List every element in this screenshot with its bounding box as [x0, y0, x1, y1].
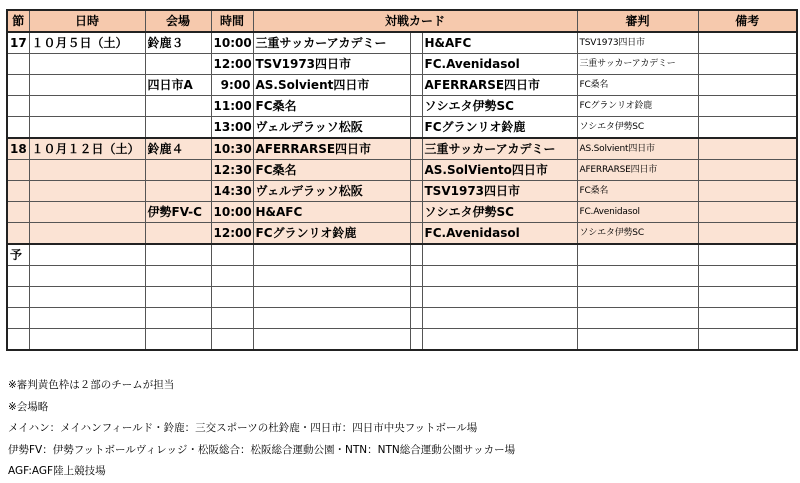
card-divider-cell	[410, 117, 422, 139]
date-cell	[29, 202, 145, 223]
header-date: 日時	[29, 10, 145, 32]
referee-cell: AS.Solvient四日市	[577, 138, 698, 160]
note-referee: ※審判黄色枠は２部のチームが担当	[8, 379, 175, 391]
time-cell: 12:00	[211, 223, 253, 245]
venue-cell	[145, 54, 211, 75]
home-team-cell: 三重サッカーアカデミー	[253, 32, 410, 54]
venue-cell	[145, 160, 211, 181]
notes-cell	[698, 138, 797, 160]
date-cell	[29, 266, 145, 287]
setsu-cell	[7, 160, 29, 181]
venue-cell: 伊勢FV-C	[145, 202, 211, 223]
table-row	[7, 181, 797, 202]
date-cell	[29, 96, 145, 117]
card-divider-cell	[410, 160, 422, 181]
date-cell	[29, 329, 145, 351]
setsu-cell	[7, 96, 29, 117]
time-cell: 13:00	[211, 117, 253, 139]
card-divider-cell	[410, 75, 422, 96]
card-divider-cell	[410, 329, 422, 351]
header-row	[7, 10, 797, 32]
time-cell: 12:30	[211, 160, 253, 181]
time-cell: 9:00	[211, 75, 253, 96]
home-team-cell: FC桑名	[253, 96, 410, 117]
date-cell	[29, 308, 145, 329]
table-row	[7, 308, 797, 329]
card-divider-cell	[410, 32, 422, 54]
card-divider-cell	[410, 96, 422, 117]
header-venue: 会場	[145, 10, 211, 32]
away-team-cell: TSV1973四日市	[422, 181, 577, 202]
home-team-cell: H&AFC	[253, 202, 410, 223]
referee-cell: FC桑名	[577, 181, 698, 202]
notes-cell	[698, 329, 797, 351]
referee-cell: AFERRARSE四日市	[577, 160, 698, 181]
time-cell: 10:00	[211, 32, 253, 54]
table-row	[7, 287, 797, 308]
setsu-cell	[7, 75, 29, 96]
table-row	[7, 244, 797, 266]
notes-cell	[698, 32, 797, 54]
venue-cell	[145, 223, 211, 245]
away-team-cell: H&AFC	[422, 32, 577, 54]
header-referee: 審判	[577, 10, 698, 32]
time-cell	[211, 308, 253, 329]
card-divider-cell	[410, 223, 422, 245]
note-venues-3: AGF:AGF陸上競技場	[8, 465, 106, 477]
away-team-cell: ソシエタ伊勢SC	[422, 202, 577, 223]
home-team-cell	[253, 287, 410, 308]
away-team-cell: ソシエタ伊勢SC	[422, 96, 577, 117]
venue-cell	[145, 287, 211, 308]
time-cell	[211, 266, 253, 287]
notes-cell	[698, 181, 797, 202]
date-cell	[29, 75, 145, 96]
notes-cell	[698, 266, 797, 287]
card-divider-cell	[410, 181, 422, 202]
date-cell: １０月５日（土）	[29, 32, 145, 54]
time-cell: 10:30	[211, 138, 253, 160]
away-team-cell	[422, 329, 577, 351]
venue-cell: 鈴鹿４	[145, 138, 211, 160]
date-cell	[29, 287, 145, 308]
away-team-cell: FC.Avenidasol	[422, 223, 577, 245]
setsu-cell	[7, 54, 29, 75]
notes-cell	[698, 117, 797, 139]
header-card: 対戦カード	[253, 10, 577, 32]
table-row	[7, 75, 797, 96]
referee-cell: 三重サッカーアカデミー	[577, 54, 698, 75]
home-team-cell: ヴェルデラッソ松阪	[253, 117, 410, 139]
referee-cell: FCグランリオ鈴鹿	[577, 96, 698, 117]
table-row	[7, 160, 797, 181]
note-venues-1: メイハン：メイハンフィールド・鈴鹿：三交スポーツの杜鈴鹿・四日市：四日市中央フットボール場	[8, 422, 478, 434]
venue-cell	[145, 244, 211, 266]
table-row	[7, 138, 797, 160]
header-setsu: 節	[7, 10, 29, 32]
venue-cell	[145, 308, 211, 329]
setsu-cell	[7, 329, 29, 351]
venue-cell	[145, 329, 211, 351]
referee-cell	[577, 266, 698, 287]
notes-section	[8, 375, 515, 483]
table-row	[7, 266, 797, 287]
setsu-cell: 18	[7, 138, 29, 160]
date-cell	[29, 160, 145, 181]
notes-cell	[698, 287, 797, 308]
notes-cell	[698, 54, 797, 75]
card-divider-cell	[410, 287, 422, 308]
notes-cell	[698, 96, 797, 117]
table-row	[7, 202, 797, 223]
referee-cell	[577, 329, 698, 351]
time-cell: 10:00	[211, 202, 253, 223]
referee-cell	[577, 287, 698, 308]
time-cell: 14:30	[211, 181, 253, 202]
header-notes: 備考	[698, 10, 797, 32]
schedule-table	[6, 9, 798, 351]
away-team-cell	[422, 308, 577, 329]
time-cell: 11:00	[211, 96, 253, 117]
date-cell	[29, 223, 145, 245]
venue-cell	[145, 181, 211, 202]
table-row	[7, 32, 797, 54]
home-team-cell: TSV1973四日市	[253, 54, 410, 75]
away-team-cell: FC.Avenidasol	[422, 54, 577, 75]
venue-cell	[145, 96, 211, 117]
home-team-cell	[253, 308, 410, 329]
card-divider-cell	[410, 244, 422, 266]
notes-cell	[698, 223, 797, 245]
card-divider-cell	[410, 308, 422, 329]
card-divider-cell	[410, 266, 422, 287]
table-row	[7, 96, 797, 117]
notes-cell	[698, 244, 797, 266]
home-team-cell	[253, 329, 410, 351]
setsu-cell: 予	[7, 244, 29, 266]
table-row	[7, 54, 797, 75]
setsu-cell	[7, 266, 29, 287]
notes-cell	[698, 308, 797, 329]
venue-cell: 鈴鹿３	[145, 32, 211, 54]
referee-cell: ソシエタ伊勢SC	[577, 223, 698, 245]
time-cell: 12:00	[211, 54, 253, 75]
away-team-cell: AFERRARSE四日市	[422, 75, 577, 96]
home-team-cell: AFERRARSE四日市	[253, 138, 410, 160]
home-team-cell: ヴェルデラッソ松阪	[253, 181, 410, 202]
home-team-cell: FC桑名	[253, 160, 410, 181]
referee-cell	[577, 308, 698, 329]
home-team-cell: FCグランリオ鈴鹿	[253, 223, 410, 245]
setsu-cell	[7, 287, 29, 308]
card-divider-cell	[410, 54, 422, 75]
away-team-cell: 三重サッカーアカデミー	[422, 138, 577, 160]
away-team-cell	[422, 266, 577, 287]
venue-cell: 四日市A	[145, 75, 211, 96]
home-team-cell: AS.Solvient四日市	[253, 75, 410, 96]
time-cell	[211, 244, 253, 266]
time-cell	[211, 329, 253, 351]
time-cell	[211, 287, 253, 308]
table-row	[7, 223, 797, 245]
setsu-cell	[7, 181, 29, 202]
setsu-cell	[7, 202, 29, 223]
date-cell	[29, 117, 145, 139]
date-cell: １０月１２日（土）	[29, 138, 145, 160]
notes-cell	[698, 160, 797, 181]
referee-cell	[577, 244, 698, 266]
card-divider-cell	[410, 202, 422, 223]
away-team-cell	[422, 287, 577, 308]
away-team-cell: FCグランリオ鈴鹿	[422, 117, 577, 139]
setsu-cell: 17	[7, 32, 29, 54]
date-cell	[29, 244, 145, 266]
away-team-cell	[422, 244, 577, 266]
home-team-cell	[253, 244, 410, 266]
referee-cell: TSV1973四日市	[577, 32, 698, 54]
card-divider-cell	[410, 138, 422, 160]
referee-cell: FC.Avenidasol	[577, 202, 698, 223]
note-venue-abbr: ※会場略	[8, 400, 49, 413]
notes-cell	[698, 202, 797, 223]
date-cell	[29, 54, 145, 75]
setsu-cell	[7, 117, 29, 139]
referee-cell: FC桑名	[577, 75, 698, 96]
setsu-cell	[7, 223, 29, 245]
table-row	[7, 117, 797, 139]
referee-cell: ソシエタ伊勢SC	[577, 117, 698, 139]
home-team-cell	[253, 266, 410, 287]
venue-cell	[145, 266, 211, 287]
notes-cell	[698, 75, 797, 96]
setsu-cell	[7, 308, 29, 329]
note-venues-2: 伊勢FV：伊勢フットボールヴィレッジ・松阪総合：松阪総合運動公園・NTN：NTN総合運動公園サッカー場	[8, 443, 516, 456]
away-team-cell: AS.SolViento四日市	[422, 160, 577, 181]
date-cell	[29, 181, 145, 202]
venue-cell	[145, 117, 211, 139]
table-row	[7, 329, 797, 351]
header-time: 時間	[211, 10, 253, 32]
